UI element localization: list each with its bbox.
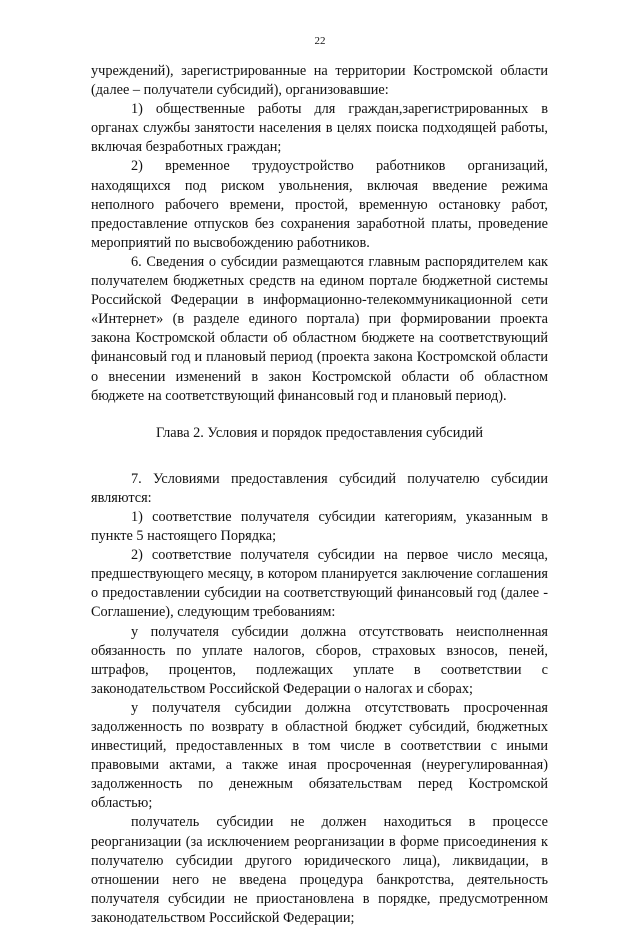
- requirement-taxes: у получателя субсидии должна отсутствовать неисполненная обязанность по уплате налогов, сборов, страховых взносов, пеней, штрафов, процентов, подлежащих уплате в соответствии с законодательством Российской Федерации о налогах и сборах;: [91, 623, 548, 697]
- page-number: 22: [314, 35, 326, 47]
- requirement-debt: у получателя субсидии должна отсутствовать просроченная задолженность по возврату в областной бюджет субсидий, бюджетных инвестиций, предоставленных в том числе в соответствии с иными правовыми актами, а также иная просроченная (неурегулированная) задолженность по денежным обязательствам перед Костромской областью;: [91, 699, 548, 812]
- paragraph-item-2: 2) временное трудоустройство работников организаций, находящихся под риском увольнения, включая введение режима неполного рабочего времени, простой, временную остановку работ, предоставление отпусков без сохранения заработной платы, проведение мероприятий по высвобождению работников.: [91, 158, 548, 251]
- chapter-heading: Глава 2. Условия и порядок предоставления субсидий: [155, 424, 484, 441]
- condition-item-1: 1) соответствие получателя субсидии категориям, указанным в пункте 5 настоящего Порядка;: [91, 508, 548, 545]
- paragraph-6: 6. Сведения о субсидии размещаются главным распорядителем как получателем бюджетных средств на едином портале бюджетной системы Российской Федерации в информационно-телекоммуникационной сети «Интернет» (в разделе единого портала) при формировании проекта закона Костромской области об областном бюджете на соответствующий финансовый год и плановый период (проекта закона Костромской области о внесении изменений в закон Костромской области об областном бюджете на соответствующий финансовый год и плановый период).: [91, 253, 548, 404]
- document-body: [91, 62, 548, 928]
- requirement-reorganization: получатель субсидии не должен находиться в процессе реорганизации (за исключением реорганизации в форме присоединения к получателю субсидии другого юридического лица), ликвидации, в отношении него не введена процедура банкротства, деятельность получателя субсидии не приостановлена в порядке, предусмотренном законодательством Российской Федерации;: [91, 814, 548, 926]
- paragraph-item-1: 1) общественные работы для граждан,зарегистрированных в органах службы занятости населения в целях поиска подходящей работы, включая безработных граждан;: [91, 101, 548, 156]
- paragraph-continuation: учреждений), зарегистрированные на территории Костромской области (далее – получатели субсидий), организовавшие:: [91, 63, 548, 99]
- condition-item-2: 2) соответствие получателя субсидии на первое число месяца, предшествующего месяцу, в котором планируется заключение соглашения о предоставлении субсидии на соответствующий финансовый год (далее - Соглашение), следующим требованиям:: [91, 547, 548, 621]
- paragraph-7: 7. Условиями предоставления субсидий получателю субсидии являются:: [91, 470, 548, 506]
